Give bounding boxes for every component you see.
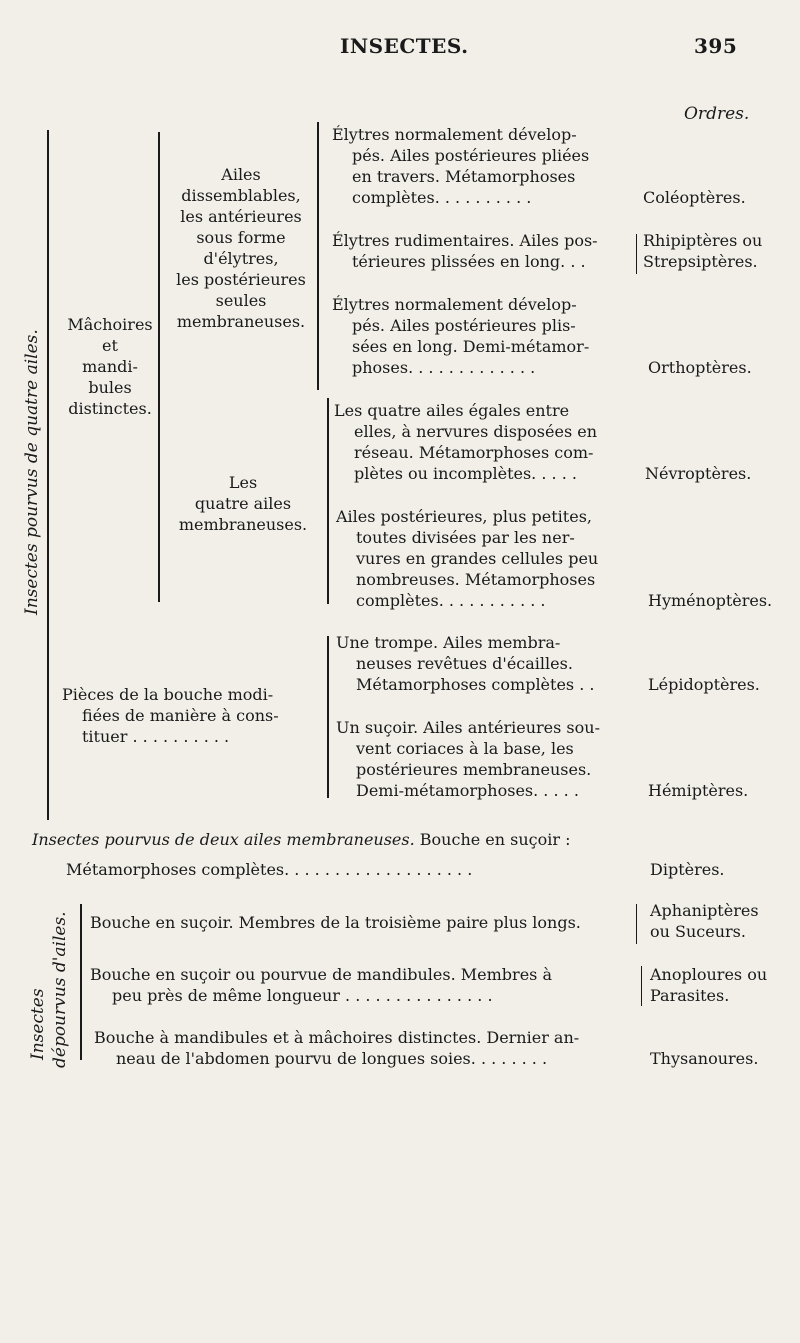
order-lepidopteres: Lépidoptères. xyxy=(648,675,760,694)
nevropteres-description xyxy=(334,400,597,484)
order-hemipteres: Hémiptères. xyxy=(648,781,749,800)
quatre-membraneuses-line: membraneuses. xyxy=(178,515,308,534)
dissemblables-line: seules xyxy=(215,291,267,310)
description-line: Une trompe. Ailes membra- xyxy=(336,633,561,652)
pieces-line: tituer . . . . . . . . . . xyxy=(82,727,230,746)
description-line: complètes. . . . . . . . . . xyxy=(352,188,532,207)
description-line: Bouche à mandibules et à mâchoires distinctes. Dernier an- xyxy=(94,1028,580,1047)
description-line: toutes divisées par les ner- xyxy=(356,528,575,547)
description-line: réseau. Métamorphoses com- xyxy=(354,443,594,462)
dipteres-description: Métamorphoses complètes. . . . . . . . . . . . . . . . . . . xyxy=(66,860,473,879)
side-label-line: dépourvus d'ailes. xyxy=(50,911,70,1068)
ailes-dissemblables-group xyxy=(168,164,314,332)
description-line: pés. Ailes postérieures pliées xyxy=(352,146,590,165)
quatre-membraneuses-line: Les xyxy=(228,473,258,492)
side-label-quatre-ailes: Insectes pourvus de quatre ailes. xyxy=(22,329,42,615)
coleopteres-description xyxy=(332,124,589,208)
pieces-line: Pièces de la bouche modi- xyxy=(62,685,274,704)
dissemblables-line: sous forme xyxy=(196,228,286,247)
order-line: Strepsiptères. xyxy=(643,252,758,271)
description-line: vures en grandes cellules peu xyxy=(356,549,599,568)
order-orthopteres: Orthoptères. xyxy=(648,358,752,377)
thysanoures-description xyxy=(94,1027,579,1069)
side-label-line: Insectes xyxy=(28,988,48,1060)
order-anoploures xyxy=(650,964,767,1006)
description-line: nombreuses. Métamorphoses xyxy=(356,570,596,589)
description-line: térieures plissées en long. . . xyxy=(352,252,586,271)
side-label-sans-ailes xyxy=(28,988,48,1060)
description-line: Métamorphoses complètes . . xyxy=(356,675,595,694)
description-line: vent coriaces à la base, les xyxy=(356,739,574,758)
description-line: postérieures membraneuses. xyxy=(356,760,592,779)
order-coleopteres: Coléoptères. xyxy=(643,188,746,207)
machoires-group xyxy=(60,314,160,419)
deux-ailes-heading xyxy=(32,829,571,850)
description-line: pés. Ailes postérieures plis- xyxy=(352,316,576,335)
description-line: Demi-métamorphoses. . . . . xyxy=(356,781,579,800)
running-title: INSECTES. xyxy=(340,34,469,58)
description-line: Élytres normalement dévelop- xyxy=(332,295,577,314)
brace-aphanipteres xyxy=(636,904,637,944)
brace-machoires xyxy=(158,132,160,602)
dissemblables-line: les antérieures xyxy=(180,207,302,226)
pieces-bouche-group xyxy=(62,684,279,747)
machoires-line: bules xyxy=(88,378,132,397)
machoires-line: et xyxy=(102,336,118,355)
description-line: elles, à nervures disposées en xyxy=(354,422,598,441)
description-line: peu près de même longueur . . . . . . . . . . . . . . . xyxy=(112,986,493,1005)
lepidopteres-description xyxy=(336,632,594,695)
quatre-membraneuses-line: quatre ailes xyxy=(194,494,292,513)
description-line: Bouche en suçoir ou pourvue de mandibules. Membres à xyxy=(90,965,552,984)
side-label-sans-ailes-2 xyxy=(50,911,70,1068)
brace-rhipipteres xyxy=(636,234,637,274)
order-line: ou Suceurs. xyxy=(650,922,746,941)
description-line: sées en long. Demi-métamor- xyxy=(352,337,590,356)
description-line: Un suçoir. Ailes antérieures sou- xyxy=(336,718,600,737)
hemipteres-description xyxy=(336,717,600,801)
description-line: neau de l'abdomen pourvu de longues soies. . . . . . . . xyxy=(116,1049,548,1068)
machoires-line: mandi- xyxy=(82,357,138,376)
description-line: Élytres normalement dévelop- xyxy=(332,125,577,144)
order-hymenopteres: Hyménoptères. xyxy=(648,591,773,610)
rhipipteres-description xyxy=(332,230,598,272)
quatre-membraneuses-group xyxy=(168,472,318,535)
machoires-line: distinctes. xyxy=(68,399,152,418)
hymenopteres-description xyxy=(336,506,598,611)
description-line: Ailes postérieures, plus petites, xyxy=(336,507,592,526)
brace-sans-ailes xyxy=(80,904,82,1060)
brace-dissemblables xyxy=(317,122,319,390)
description-line: en travers. Métamorphoses xyxy=(352,167,576,186)
brace-quatre-ailes xyxy=(47,130,49,820)
order-dipteres: Diptères. xyxy=(650,860,725,879)
order-aphanipteres xyxy=(650,900,759,942)
order-line: Anoploures ou xyxy=(650,965,768,984)
page-number: 395 xyxy=(694,34,738,58)
anoploures-description xyxy=(90,964,552,1006)
order-line: Rhipiptères ou xyxy=(643,231,763,250)
brace-quatre-membraneuses xyxy=(327,398,329,604)
order-line: Parasites. xyxy=(650,986,730,1005)
description-line: Les quatre ailes égales entre xyxy=(334,401,570,420)
dissemblables-line: dissemblables, xyxy=(181,186,301,205)
brace-anoploures xyxy=(641,966,642,1006)
dissemblables-line: les postérieures xyxy=(176,270,306,289)
aphanipteres-description: Bouche en suçoir. Membres de la troisième paire plus longs. xyxy=(90,913,581,932)
ordres-label: Ordres. xyxy=(684,104,750,124)
order-thysanoures: Thysanoures. xyxy=(650,1049,759,1068)
machoires-line: Mâchoires xyxy=(67,315,153,334)
description-line: neuses revêtues d'écailles. xyxy=(356,654,573,673)
description-line: plètes ou incomplètes. . . . . xyxy=(354,464,577,483)
description-line: phoses. . . . . . . . . . . . . xyxy=(352,358,536,377)
dissemblables-line: Ailes xyxy=(221,165,261,184)
description-line: Élytres rudimentaires. Ailes pos- xyxy=(332,231,598,250)
pieces-line: fiées de manière à cons- xyxy=(82,706,279,725)
brace-pieces xyxy=(327,636,329,798)
description-line: complètes. . . . . . . . . . . xyxy=(356,591,546,610)
dissemblables-line: d'élytres, xyxy=(203,249,279,268)
dissemblables-line: membraneuses. xyxy=(176,312,306,331)
deux-ailes-heading-italic: Insectes pourvus de deux ailes membraneuses. xyxy=(32,830,415,849)
order-line: Aphaniptères xyxy=(650,901,759,920)
order-rhipipteres xyxy=(643,230,762,272)
deux-ailes-heading-rest: Bouche en suçoir : xyxy=(419,830,571,849)
orthopteres-description xyxy=(332,294,589,378)
order-nevropteres: Névroptères. xyxy=(645,464,752,483)
